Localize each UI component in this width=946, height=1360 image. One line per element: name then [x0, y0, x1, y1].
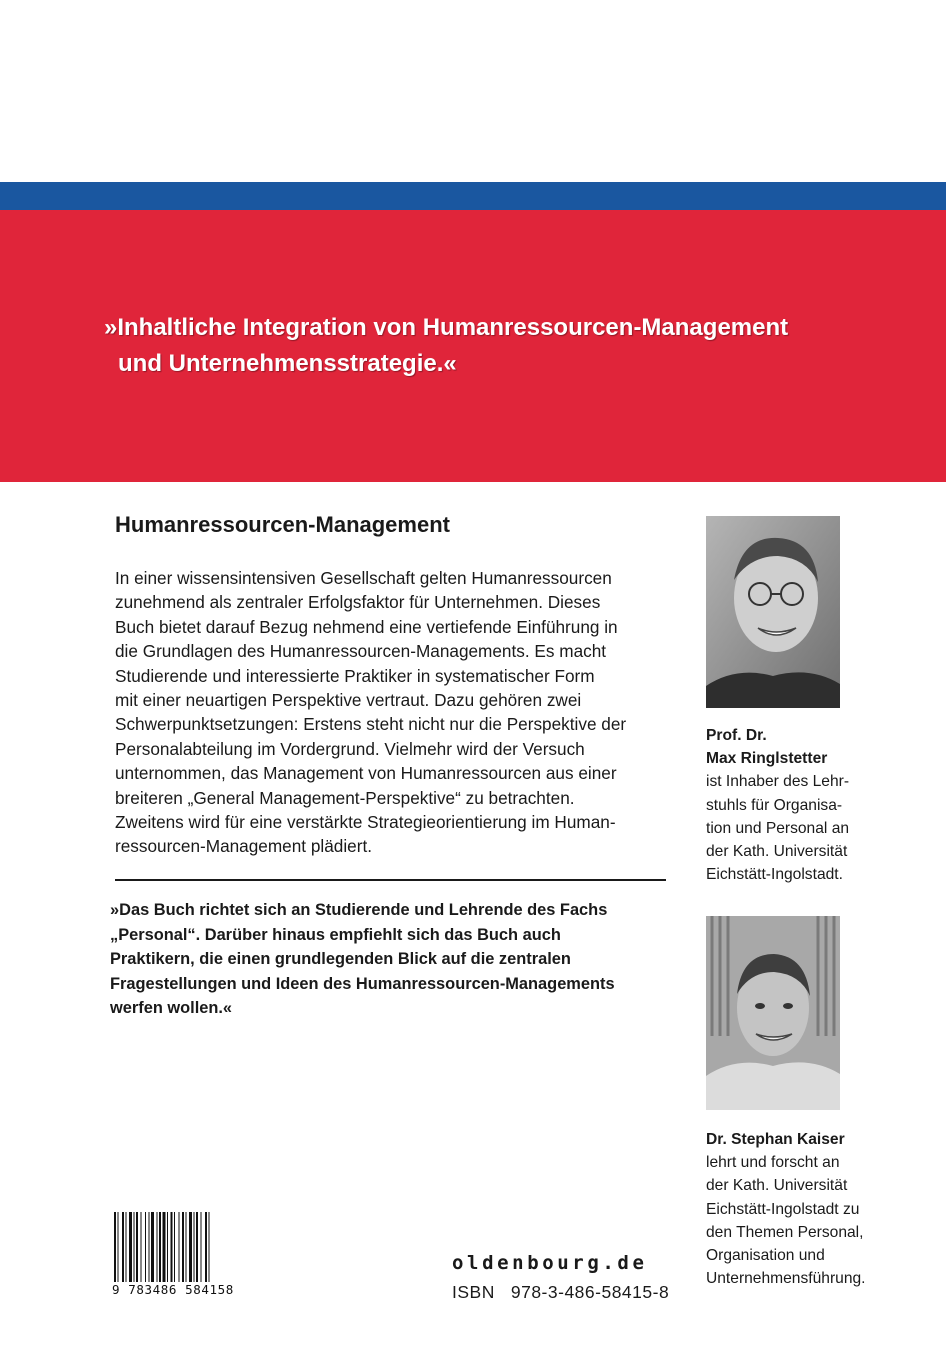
- bio-line: Eichstätt-Ingolstadt zu: [706, 1200, 860, 1218]
- author-photo-ringlstetter: [706, 516, 840, 708]
- blue-stripe: [0, 182, 946, 210]
- quote-line: „Personal“. Darüber hinaus empfiehlt sich das Buch auch: [110, 925, 561, 944]
- description-paragraph: [115, 566, 675, 859]
- author-name: Prof. Dr.: [706, 727, 767, 744]
- description-line: Zweitens wird für eine verstärkte Strategieorientierung im Human-: [115, 812, 616, 833]
- bio-line: stuhls für Organisa-: [706, 796, 843, 814]
- quote-line: Praktikern, die einen grundlegenden Blick auf die zentralen: [110, 950, 571, 969]
- quote-line: Fragestellungen und Ideen des Humanressourcen-Managements: [110, 974, 615, 993]
- quote-line: »Das Buch richtet sich an Studierende und Lehrende des Fachs: [110, 901, 608, 919]
- description-line: mit einer neuartigen Perspektive vertraut. Dazu gehören zwei: [115, 690, 582, 711]
- author-name: Dr. Stephan Kaiser: [706, 1131, 845, 1148]
- bio-line: Unternehmensführung.: [706, 1270, 866, 1288]
- isbn-line: [452, 1282, 669, 1303]
- description-line: Studierende und interessierte Praktiker in systematischer Form: [115, 665, 595, 686]
- author-photo-kaiser: [706, 916, 840, 1110]
- author-bio-ringlstetter: [706, 724, 906, 886]
- divider-rule: [115, 879, 666, 881]
- description-line: unternommen, das Management von Humanressourcen aus einer: [115, 763, 617, 784]
- description-line: Personalabteilung im Vordergrund. Vielmehr wird der Versuch: [115, 738, 585, 759]
- bio-line: ist Inhaber des Lehr-: [706, 773, 850, 791]
- description-line: die Grundlagen des Humanressourcen-Managements. Es macht: [115, 641, 607, 662]
- tagline-line-2: und Unternehmensstrategie.«: [118, 350, 457, 377]
- quote-line: werfen wollen.«: [110, 999, 233, 1018]
- description-line: zunehmend als zentraler Erfolgsfaktor für Unternehmen. Dieses: [115, 592, 601, 613]
- description-line: ressourcen-Management plädiert.: [115, 836, 372, 857]
- bio-line: der Kath. Universität: [706, 843, 848, 861]
- author-name: Max Ringlstetter: [706, 750, 828, 768]
- author-bio-kaiser: [706, 1128, 906, 1290]
- bio-line: tion und Personal an: [706, 819, 850, 837]
- isbn-label: ISBN: [452, 1282, 495, 1302]
- bio-line: Organisation und: [706, 1247, 825, 1265]
- review-quote: [110, 898, 670, 1021]
- publisher-website: oldenbourg.de: [452, 1252, 648, 1274]
- barcode-number: 9 783486 584158: [112, 1282, 262, 1297]
- description-line: Schwerpunktsetzungen: Erstens steht nicht nur die Perspektive der: [115, 714, 627, 735]
- bio-line: Eichstätt-Ingolstadt.: [706, 866, 843, 884]
- tagline-line-1: »Inhaltliche Integration von Humanressourcen-Management: [104, 314, 789, 341]
- bio-line: lehrt und forscht an: [706, 1154, 840, 1172]
- bio-line: der Kath. Universität: [706, 1177, 848, 1195]
- cover-tagline: [104, 310, 864, 382]
- description-line: Buch bietet darauf Bezug nehmend eine vertiefende Einführung in: [115, 616, 618, 637]
- description-line: In einer wissensintensiven Gesellschaft gelten Humanressourcen: [115, 568, 612, 588]
- description-line: breiteren „General Management-Perspektive“ zu betrachten.: [115, 787, 575, 808]
- isbn-number: 978-3-486-58415-8: [510, 1282, 670, 1302]
- bio-line: den Themen Personal,: [706, 1223, 864, 1241]
- book-title-heading: Humanressourcen-Management: [115, 512, 450, 537]
